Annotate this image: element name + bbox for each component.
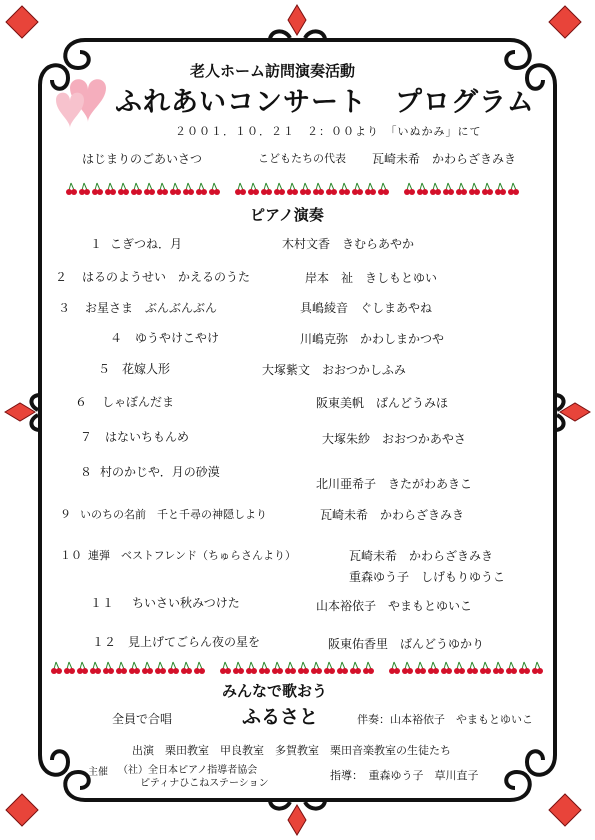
instructors: 指導： 重森ゆう子 草川直子	[330, 769, 479, 782]
date-line: ２００１．１０．２１ ２：００より 「いぬかみ」にて	[175, 125, 482, 138]
program-number: １１	[90, 596, 115, 610]
program-number: ８	[80, 465, 93, 479]
cherry-divider	[50, 660, 545, 674]
page-title: ふれあいコンサート プログラム	[115, 87, 535, 118]
program-number: ２	[55, 270, 68, 284]
program-performer: 山本裕依子 やまもとゆいこ	[316, 599, 473, 613]
program-performer: 阪東佑香里 ばんどうゆかり	[328, 637, 485, 651]
chorus-label: 全員で合唱	[112, 712, 173, 726]
program-performer: 木村文香 きむらあやか	[282, 237, 415, 251]
program-performer: 瓦崎未希 かわらざきみき	[320, 508, 465, 522]
program-number: ６	[75, 395, 88, 409]
song-title: ふるさと	[242, 706, 319, 728]
program-performer: 具嶋綾音 ぐしまあやね	[300, 301, 433, 315]
program-performer: 川嶋克弥 かわしまかつや	[300, 332, 445, 346]
program-number: １	[90, 237, 103, 251]
organizer-line-1: （社）全日本ピアノ指導者協会	[118, 765, 258, 776]
program-performer: 大塚紫文 おおつかしふみ	[262, 363, 406, 377]
program-number: ５	[98, 362, 111, 376]
cherry-divider	[65, 181, 525, 195]
event-subtitle: 老人ホーム訪問演奏活動	[190, 62, 356, 80]
opening-role: こどもたちの代表	[258, 152, 346, 165]
program-number: ７	[80, 430, 93, 444]
program-number: ３	[58, 301, 71, 315]
organizer-line-2: ピティナひこねステーション	[140, 778, 269, 789]
program-title: しゃぼんだま	[102, 395, 175, 409]
program-performer: 大塚朱紗 おおつかあやさ	[322, 432, 466, 446]
program-number: ９	[60, 508, 71, 521]
program-title: いのちの名前 千と千尋の神隠しより	[80, 508, 267, 521]
cast-line: 出演 栗田教室 甲良教室 多賀教室 栗田音楽教室の生徒たち	[132, 744, 451, 757]
program-title: 村のかじや．月の砂漠	[100, 465, 220, 479]
opening-performer: 瓦崎未希 かわらざきみき	[372, 152, 517, 166]
program-number: １０	[60, 549, 82, 562]
program-title: こぎつね．月	[110, 237, 183, 251]
program-title: はるのようせい かえるのうた	[82, 270, 251, 284]
opening-title: はじまりのごあいさつ	[82, 152, 203, 166]
program-performer: 北川亜希子 きたがわあきこ	[316, 477, 473, 491]
sing-heading: みんなで歌おう	[222, 682, 328, 700]
program-title: はないちもんめ	[105, 430, 190, 444]
program-performer: 岸本 祉 きしもとゆい	[305, 271, 438, 285]
program-number: １２	[92, 635, 117, 649]
organizer-label: 主催	[88, 767, 108, 778]
piano-heading: ピアノ演奏	[250, 206, 324, 224]
program-title: 連弾 ベストフレンド（ちゅらさんより）	[88, 549, 296, 562]
accompaniment: 伴奏：山本裕依子 やまもとゆいこ	[357, 713, 533, 726]
program-title: 花嫁人形	[122, 362, 171, 376]
program-performer: 阪東美帆 ばんどうみほ	[316, 396, 449, 410]
program-performer: 瓦崎未希 かわらざきみき	[349, 549, 494, 563]
program-title: 見上げてごらん夜の星を	[128, 635, 261, 649]
program-title: ゆうやけこやけ	[135, 331, 220, 345]
program-title: お星さま ぶんぶんぶん	[85, 301, 218, 315]
program-performer-2: 重森ゆう子 しげもりゆうこ	[349, 570, 506, 584]
program-number: ４	[110, 331, 123, 345]
program-title: ちいさい秋みつけた	[132, 596, 240, 610]
